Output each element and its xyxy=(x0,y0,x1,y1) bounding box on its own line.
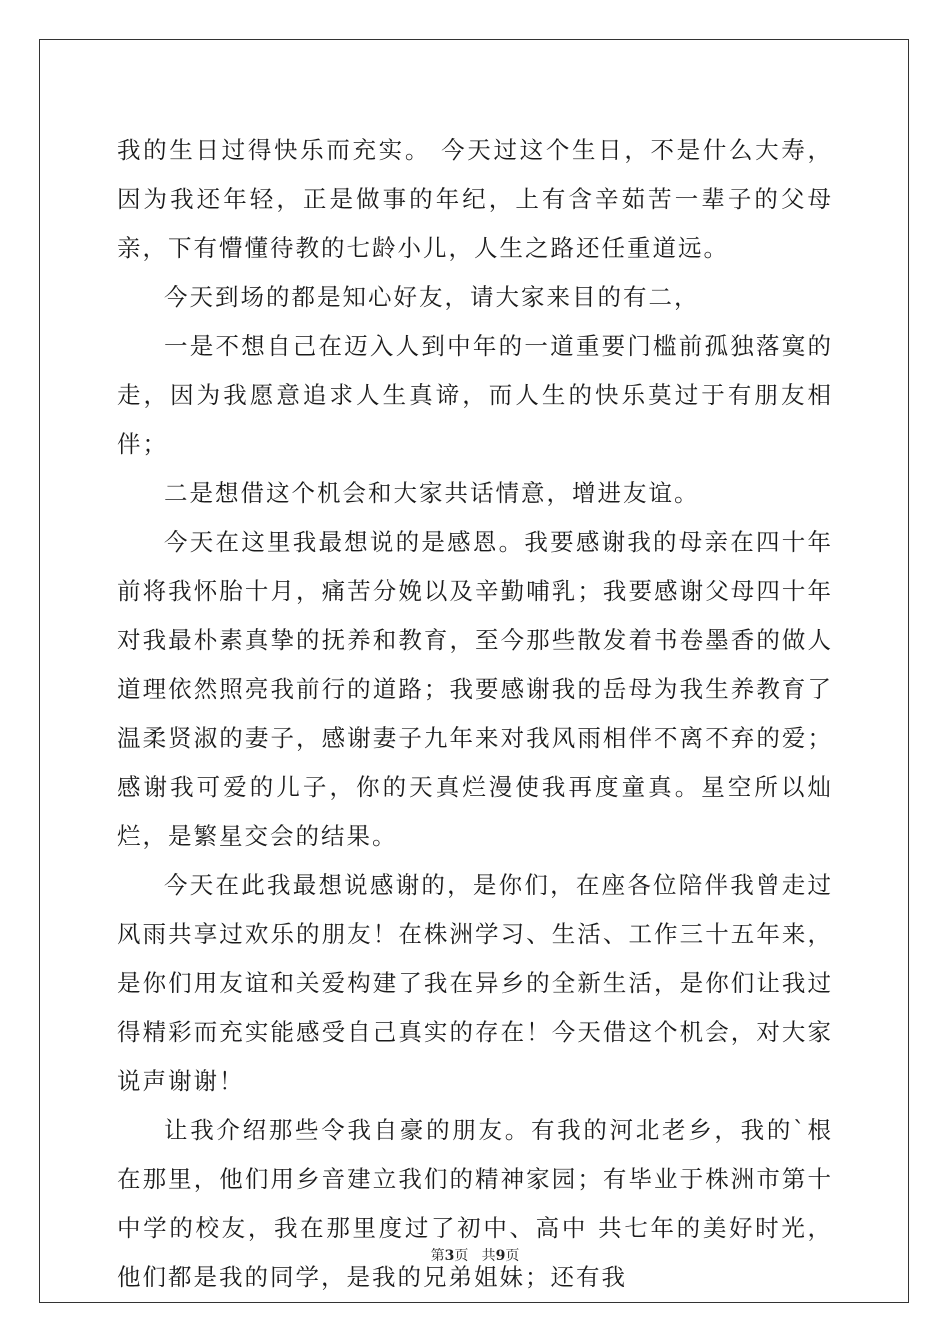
paragraph: 我的生日过得快乐而充实。 今天过这个生日，不是什么大寿，因为我还年轻，正是做事的年纪，上有含辛茹苦一辈子的父母亲，下有懵懂待教的七龄小儿，人生之路还任重道远。 xyxy=(117,136,833,262)
paragraph: 一是不想自己在迈入人到中年的一道重要门槛前孤独落寞的走，因为我愿意追求人生真谛，而人生的快乐莫过于有朋友相伴； xyxy=(117,332,833,458)
page-footer xyxy=(0,1245,950,1265)
footer-separator: 共 xyxy=(468,1248,496,1264)
footer-prefix: 第 xyxy=(430,1248,445,1264)
paragraph: 二是想借这个机会和大家共话情意，增进友谊。 xyxy=(164,479,700,507)
paragraph: 今天在这里我最想说的是感恩。我要感谢我的母亲在四十年前将我怀胎十月，痛苦分娩以及辛勤哺乳；我要感谢父母四十年对我最朴素真挚的抚养和教育，至今那些散发着书卷墨香的做人道理依然照亮我前行的道路；我要感谢我的岳母为我生养教育了温柔贤淑的妻子，感谢妻子九年来对我风雨相伴不离不弃的爱；感谢我可爱的儿子，你的天真烂漫使我再度童真。星空所以灿烂，是繁星交会的结果。 xyxy=(117,528,833,850)
footer-page-unit: 页 xyxy=(454,1248,469,1264)
total-pages-number: 9 xyxy=(495,1248,506,1264)
paragraph: 让我介绍那些令我自豪的朋友。有我的河北老乡，我的`根在那里，他们用乡音建立我们的精神家园；有毕业于株洲市第十中学的校友，我在那里度过了初中、高中 共七年的美好时光，他们都是我的同学，是我的兄弟姐妹；还有我 xyxy=(117,1116,833,1291)
paragraph: 今天在此我最想说感谢的，是你们，在座各位陪伴我曾走过风雨共享过欢乐的朋友！在株洲学习、生活、工作三十五年来，是你们用友谊和关爱构建了我在异乡的全新生活，是你们让我过得精彩而充实能感受自己真实的存在！今天借这个机会，对大家说声谢谢！ xyxy=(117,871,833,1095)
document-body xyxy=(117,126,833,1302)
paragraph: 今天到场的都是知心好友，请大家来目的有二， xyxy=(164,283,700,311)
current-page-number: 3 xyxy=(444,1248,455,1264)
footer-total-unit: 页 xyxy=(505,1248,520,1264)
